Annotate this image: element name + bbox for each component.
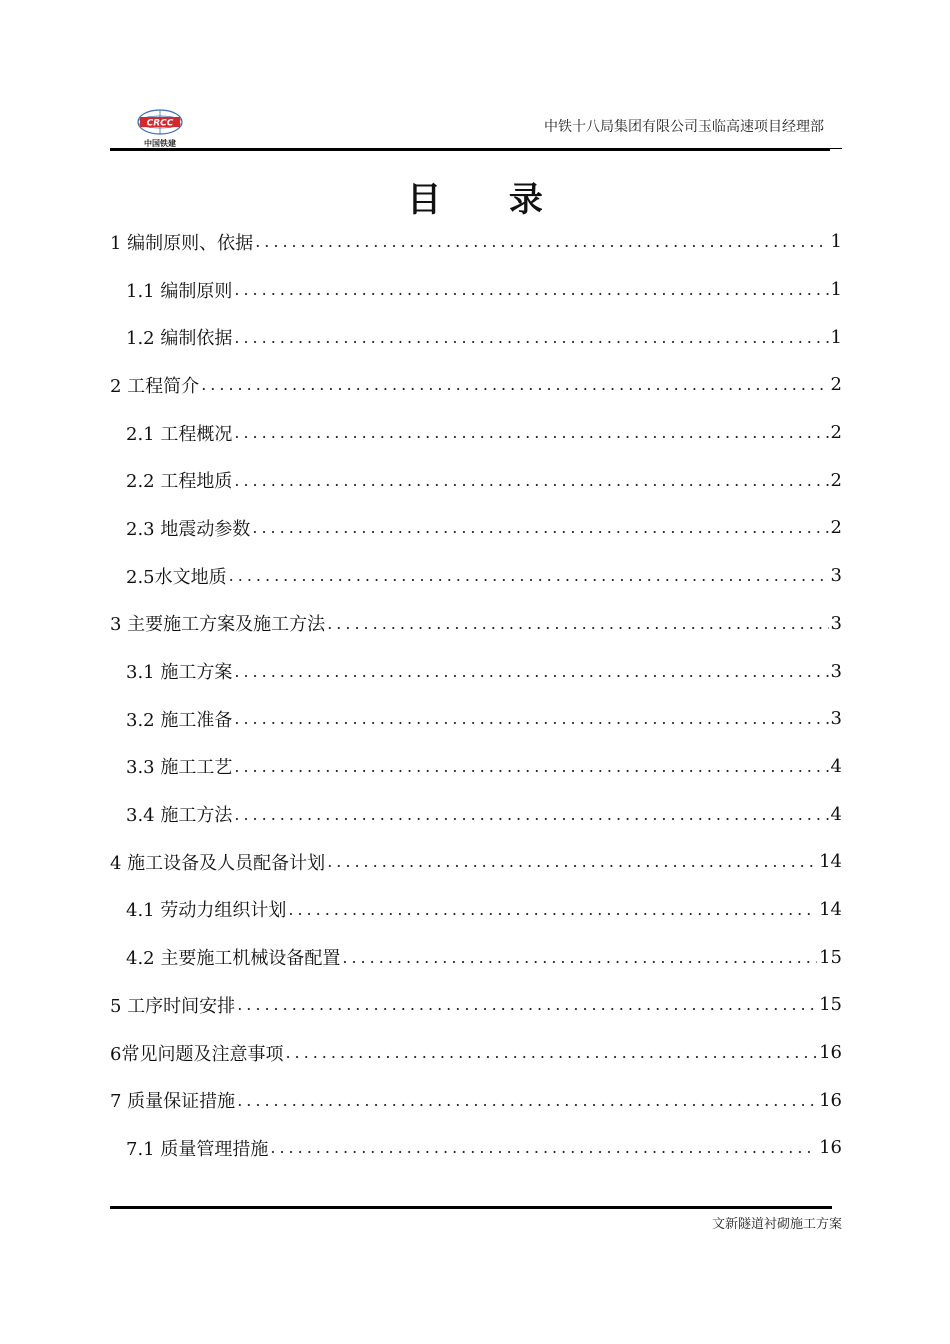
toc-entry-title: 3.2 施工准备 (126, 709, 233, 731)
crcc-logo-icon (134, 106, 186, 152)
toc-dot-leader (234, 423, 828, 442)
toc-entry[interactable] (110, 1076, 842, 1124)
toc-entry-title: 3.3 施工工艺 (126, 757, 233, 779)
toc-entry-title: 3.1 施工方案 (126, 662, 233, 684)
toc-entry-title: 4.1 劳动力组织计划 (126, 900, 287, 922)
header-rule-tail (830, 148, 842, 149)
toc-dot-leader (234, 757, 828, 776)
toc-entry[interactable] (110, 456, 842, 504)
toc-dot-leader (288, 900, 817, 919)
toc-entry-title: 5 工序时间安排 (110, 995, 236, 1017)
toc-dot-leader (234, 805, 828, 824)
header-rule (110, 148, 830, 151)
toc-entry-page-number: 2 (830, 374, 842, 396)
toc-dot-leader (237, 995, 817, 1014)
footer-document-title: 文新隧道衬砌施工方案 (711, 1217, 842, 1232)
toc-entry-title: 3 主要施工方案及施工方法 (110, 614, 326, 636)
toc-dot-leader (234, 471, 828, 490)
toc-entry[interactable] (110, 600, 842, 648)
toc-entry-title: 1.2 编制依据 (126, 328, 233, 350)
toc-entry-page-number: 4 (830, 755, 842, 777)
toc-dot-leader (234, 709, 828, 728)
toc-dot-leader (327, 852, 817, 871)
toc-entry-title: 7.1 质量管理措施 (126, 1138, 269, 1160)
toc-dot-leader (285, 1043, 817, 1062)
toc-entry-title: 2.5水文地质 (126, 566, 227, 588)
toc-entry-page-number: 1 (830, 279, 842, 301)
toc-dot-leader (234, 328, 828, 347)
page-title: 目 录 (407, 180, 571, 220)
toc-entry-page-number: 3 (830, 660, 842, 682)
toc-dot-leader (229, 566, 829, 585)
toc-entry-page-number: 2 (830, 469, 842, 491)
svg-text:CRCC: CRCC (146, 118, 174, 129)
toc-entry[interactable] (110, 552, 842, 600)
toc-entry[interactable] (110, 981, 842, 1029)
toc-entry-page-number: 16 (819, 1137, 842, 1159)
toc-entry[interactable] (110, 409, 842, 457)
footer-rule (110, 1206, 832, 1209)
toc-entry[interactable] (110, 504, 842, 552)
toc-entry-page-number: 2 (830, 517, 842, 539)
toc-entry-title: 6常见问题及注意事项 (110, 1043, 284, 1065)
toc-dot-leader (342, 948, 817, 967)
toc-entry[interactable] (110, 361, 842, 409)
toc-entry-title: 1 编制原则、依据 (110, 232, 254, 254)
toc-entry-page-number: 14 (819, 898, 842, 920)
toc-entry[interactable] (110, 1029, 842, 1077)
toc-dot-leader (234, 662, 828, 681)
toc-entry[interactable] (110, 647, 842, 695)
toc-entry-title: 7 质量保证措施 (110, 1091, 236, 1113)
toc-dot-leader (270, 1138, 817, 1157)
toc-entry[interactable] (110, 266, 842, 314)
toc-dot-leader (201, 375, 828, 394)
toc-entry-page-number: 15 (819, 946, 842, 968)
toc-entry[interactable] (110, 790, 842, 838)
toc-entry-title: 4.2 主要施工机械设备配置 (126, 948, 341, 970)
toc-entry[interactable] (110, 695, 842, 743)
toc-entry-title: 3.4 施工方法 (126, 805, 233, 827)
toc-entry-page-number: 3 (830, 565, 842, 587)
toc-entry[interactable] (110, 886, 842, 934)
toc-dot-leader (237, 1091, 817, 1110)
toc-entry[interactable] (110, 218, 842, 266)
toc-entry-page-number: 3 (830, 612, 842, 634)
toc-entry-title: 1.1 编制原则 (126, 280, 233, 302)
company-name: 中铁十八局集团有限公司玉临高速项目经理部 (544, 119, 824, 135)
toc-entry-page-number: 16 (819, 1042, 842, 1064)
toc-entry[interactable] (110, 933, 842, 981)
toc-entry-page-number: 1 (830, 231, 842, 253)
toc-entry-page-number: 4 (830, 803, 842, 825)
toc-entry-title: 2.3 地震动参数 (126, 518, 251, 540)
toc-entry-page-number: 16 (819, 1089, 842, 1111)
toc-entry-page-number: 14 (819, 851, 842, 873)
toc-entry-page-number: 3 (830, 708, 842, 730)
toc-entry-page-number: 2 (830, 422, 842, 444)
table-of-contents (110, 218, 842, 1172)
toc-dot-leader (234, 280, 828, 299)
toc-entry[interactable] (110, 838, 842, 886)
toc-dot-leader (327, 614, 828, 633)
toc-entry-page-number: 15 (819, 994, 842, 1016)
toc-entry[interactable] (110, 1124, 842, 1172)
toc-dot-leader (252, 518, 828, 537)
toc-dot-leader (255, 232, 828, 251)
toc-entry-title: 4 施工设备及人员配备计划 (110, 852, 326, 874)
toc-entry-title: 2.2 工程地质 (126, 471, 233, 493)
svg-text:中国铁建: 中国铁建 (144, 139, 176, 148)
toc-entry[interactable] (110, 743, 842, 791)
toc-entry-page-number: 1 (830, 326, 842, 348)
toc-entry-title: 2.1 工程概况 (126, 423, 233, 445)
toc-entry[interactable] (110, 313, 842, 361)
toc-entry-title: 2 工程简介 (110, 375, 200, 397)
